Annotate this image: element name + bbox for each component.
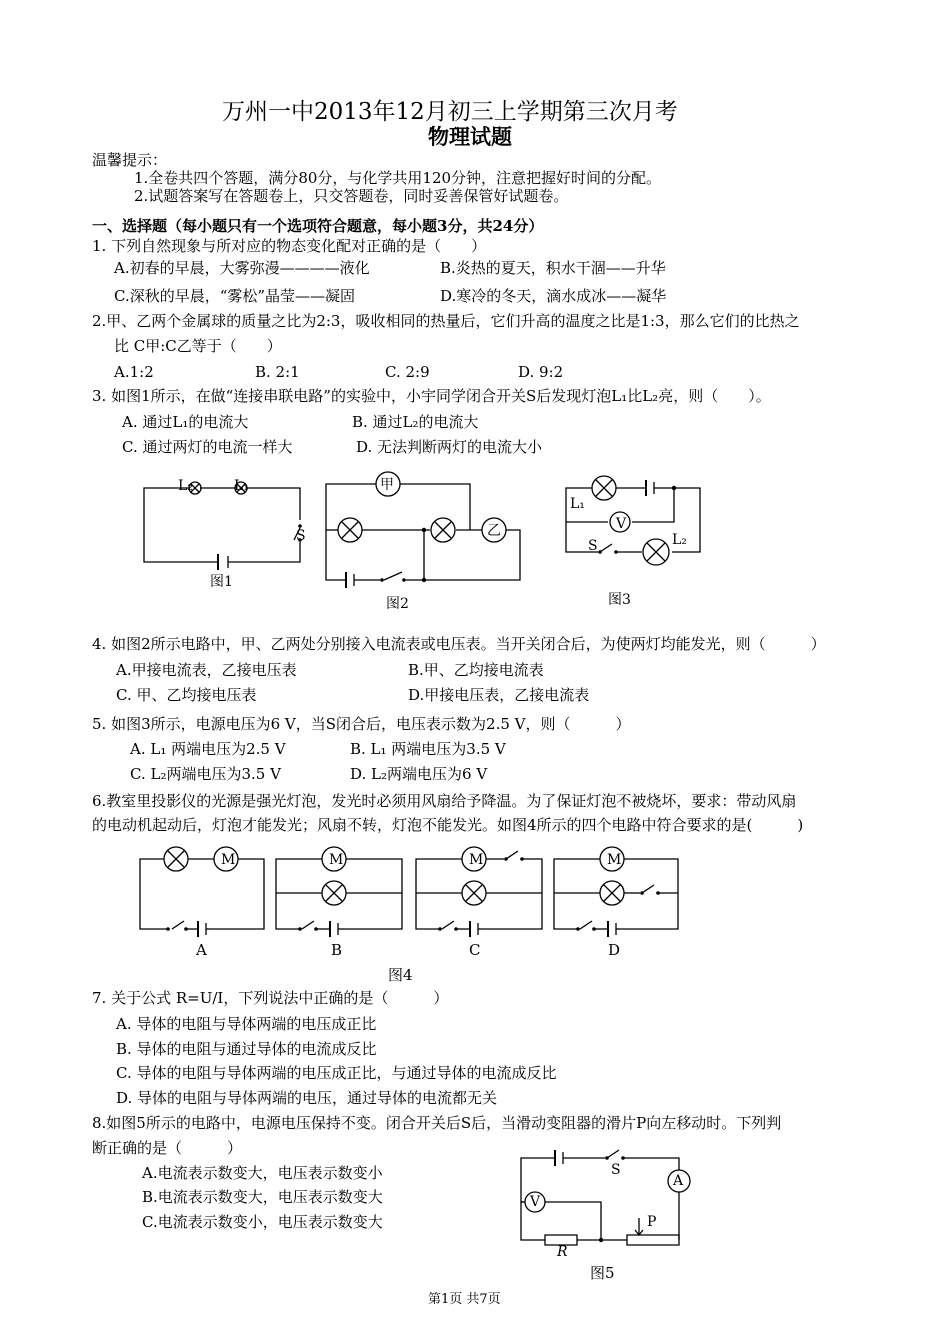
- option-d: D.寒冷的冬天，滴水成冰——凝华: [440, 287, 667, 305]
- option-b: B.电流表示数变大，电压表示数变大: [142, 1188, 383, 1206]
- label-v: V: [530, 1194, 541, 1210]
- option-d: D. 无法判断两灯的电流大小: [356, 438, 543, 456]
- label-v: V: [616, 516, 627, 532]
- question-stem: 5. 如图3所示，电源电压为6 V，当S闭合后，电压表示数为2.5 V，则（ ）: [92, 715, 631, 733]
- question-stem-cont: 的电动机起动后，灯泡才能发光；风扇不转，灯泡不能发光。如图4所示的四个电路中符合要求的是( ): [92, 816, 804, 834]
- option-c: C. 导体的电阻与导体两端的电压成正比，与通过导体的电流成反比: [116, 1064, 557, 1082]
- option-b: B. L₁ 两端电压为3.5 V: [350, 740, 506, 758]
- label-r: R: [557, 1244, 568, 1260]
- option-c: C. 通过两灯的电流一样大: [122, 438, 293, 456]
- page-number: 第1页 共7页: [428, 1292, 501, 1307]
- figure-3-caption: 图3: [608, 592, 631, 608]
- option-a: A.甲接电流表，乙接电压表: [116, 661, 297, 679]
- label-yi: 乙: [487, 523, 501, 539]
- subfigure-label-a: A: [196, 941, 207, 959]
- label-l2: L₂: [178, 478, 193, 494]
- page-title: 万州一中2013年12月初三上学期第三次月考: [222, 99, 678, 125]
- label-p: P: [647, 1214, 657, 1230]
- option-a: A.初春的早晨，大雾弥漫————液化: [114, 259, 370, 277]
- figure-5-circuit: [515, 1146, 705, 1256]
- figure-2-caption: 图2: [386, 596, 409, 612]
- option-c: C.电流表示数变小，电压表示数变大: [142, 1213, 383, 1231]
- question-stem: 7. 关于公式 R=U/I，下列说法中正确的是（ ）: [92, 989, 449, 1007]
- question-stem: 1. 下列自然现象与所对应的物态变化配对正确的是（ ）: [92, 237, 487, 255]
- label-s: S: [611, 1162, 621, 1178]
- label-m: M: [221, 852, 236, 868]
- page-subtitle: 物理试题: [428, 124, 512, 149]
- question-stem: 2.甲、乙两个金属球的质量之比为2:3，吸收相同的热量后，它们升高的温度之比是1:3，那么它们的比热之: [92, 312, 800, 330]
- option-d: D.甲接电压表，乙接电流表: [408, 686, 590, 704]
- option-b: B.炎热的夏天，积水干涸——升华: [440, 259, 666, 277]
- question-stem-cont: 比 C甲:C乙等于（ ）: [114, 337, 282, 355]
- label-l1: L₁: [234, 478, 249, 494]
- notice-item: 1.全卷共四个答题，满分80分，与化学共用120分钟，注意把握好时间的分配。: [134, 169, 662, 187]
- figure-1-caption: 图1: [210, 574, 233, 590]
- question-stem: 4. 如图2所示电路中，甲、乙两处分别接入电流表或电压表。当开关闭合后，为使两灯均能发光，则（ ）: [92, 635, 826, 653]
- notice-item: 2.试题答案写在答题卷上，只交答题卷，同时妥善保管好试题卷。: [134, 187, 569, 205]
- figure-3-circuit: [560, 472, 710, 582]
- option-d: D. 9:2: [518, 363, 564, 381]
- option-c: C. L₂两端电压为3.5 V: [130, 765, 281, 783]
- figure-4-circuit-a: [136, 845, 272, 940]
- option-d: D. L₂两端电压为6 V: [350, 765, 488, 783]
- option-c: C.深秋的早晨，“雾松”晶莹——凝固: [114, 287, 356, 305]
- figure-1-circuit: [130, 470, 320, 580]
- option-c: C. 甲、乙均接电压表: [116, 686, 257, 704]
- subfigure-label-c: C: [469, 941, 481, 959]
- label-jia: 甲: [380, 477, 394, 493]
- label-a: A: [673, 1173, 684, 1189]
- option-a: A. L₁ 两端电压为2.5 V: [130, 740, 286, 758]
- question-stem: 3. 如图1所示，在做“连接串联电路”的实验中，小宇同学闭合开关S后发现灯泡L₁比L₂亮，则（ ）。: [92, 387, 771, 405]
- option-b: B. 通过L₂的电流大: [352, 413, 479, 431]
- option-a: A.1:2: [114, 363, 154, 381]
- notice-label: 温馨提示：: [92, 151, 168, 169]
- label-s: S: [296, 528, 306, 544]
- option-a: A. 通过L₁的电流大: [122, 413, 249, 431]
- section-heading: 一、选择题（每小题只有一个选项符合题意，每小题3分，共24分）: [92, 217, 544, 235]
- label-l2: L₂: [672, 532, 687, 548]
- option-a: A. 导体的电阻与导体两端的电压成正比: [116, 1015, 377, 1033]
- label-s: S: [588, 538, 598, 554]
- label-m: M: [469, 852, 484, 868]
- option-d: D. 导体的电阻与导体两端的电压，通过导体的电流都无关: [116, 1089, 498, 1107]
- figure-5-caption: 图5: [590, 1264, 615, 1282]
- subfigure-label-b: B: [331, 941, 343, 959]
- option-b: B.甲、乙均接电流表: [408, 661, 544, 679]
- subfigure-label-d: D: [608, 941, 621, 959]
- label-l1: L₁: [570, 496, 585, 512]
- option-a: A.电流表示数变大，电压表示数变小: [142, 1164, 383, 1182]
- question-stem-cont: 断正确的是（ ）: [92, 1139, 243, 1157]
- label-m: M: [607, 852, 622, 868]
- question-stem: 8.如图5所示的电路中，电源电压保持不变。闭合开关后S后，当滑动变阻器的滑片P向左移动时。下列判: [92, 1114, 782, 1132]
- option-b: B. 2:1: [255, 363, 300, 381]
- option-c: C. 2:9: [385, 363, 430, 381]
- option-b: B. 导体的电阻与通过导体的电流成反比: [116, 1040, 377, 1058]
- question-stem: 6.教室里投影仪的光源是强光灯泡，发光时必须用风扇给予降温。为了保证灯泡不被烧坏，要求：带动风扇: [92, 792, 797, 810]
- label-m: M: [329, 852, 344, 868]
- figure-4-caption: 图4: [388, 966, 413, 984]
